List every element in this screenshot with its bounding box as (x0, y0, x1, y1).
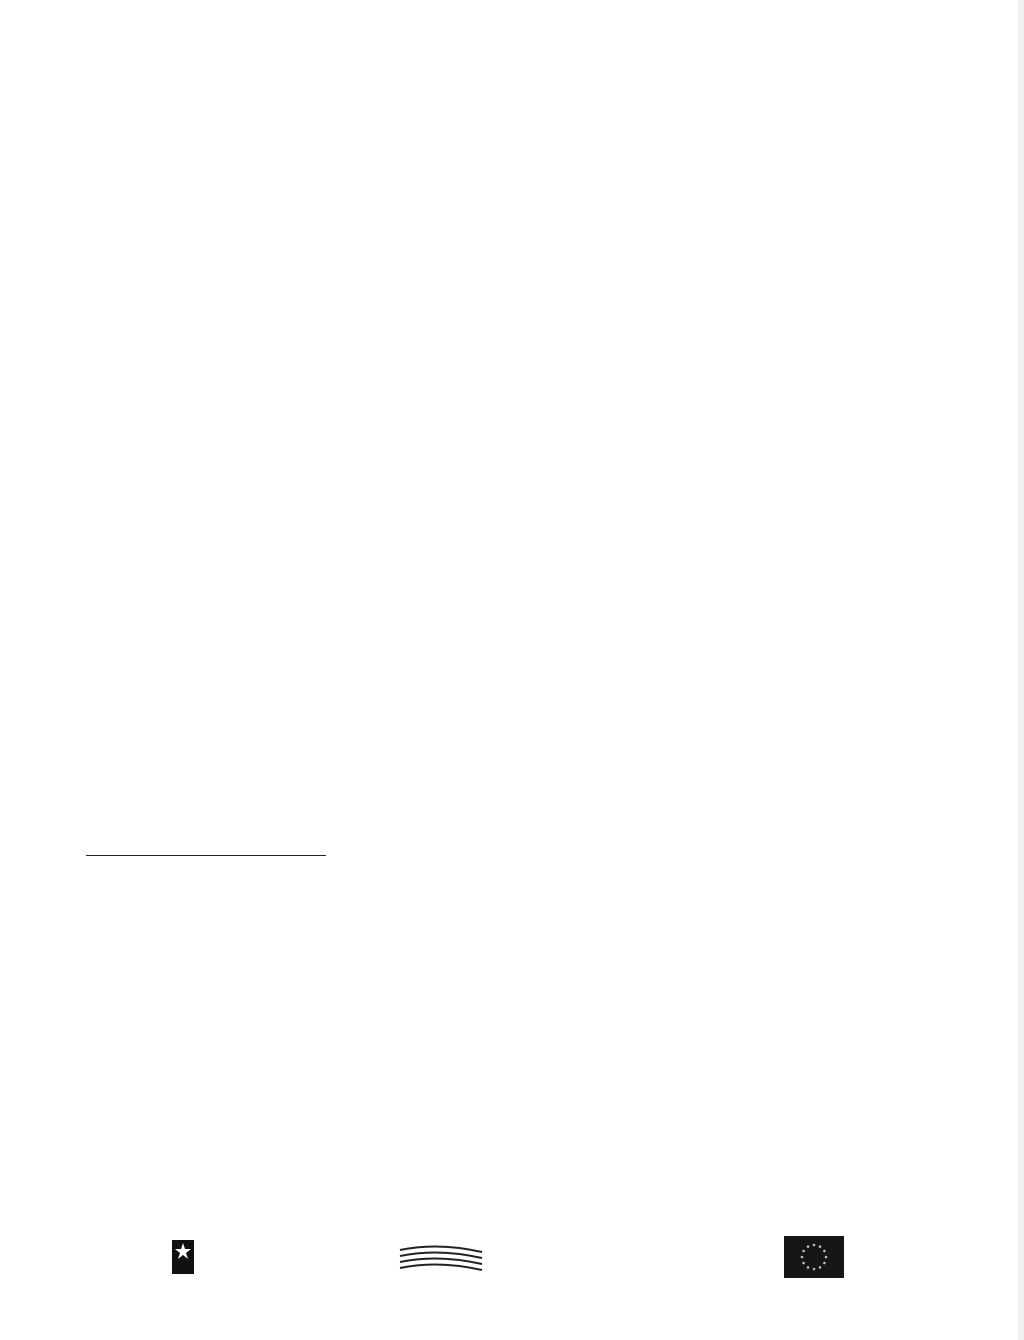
fe-star-icon (172, 1240, 194, 1274)
eu-flag-icon (784, 1236, 844, 1278)
lubuskie-logo (398, 1238, 578, 1278)
scan-edge (1018, 0, 1024, 1340)
footer-logos (0, 1232, 1024, 1292)
lubuskie-swoosh-icon (398, 1238, 484, 1278)
footnote-divider (86, 855, 326, 856)
document-body (86, 58, 938, 80)
